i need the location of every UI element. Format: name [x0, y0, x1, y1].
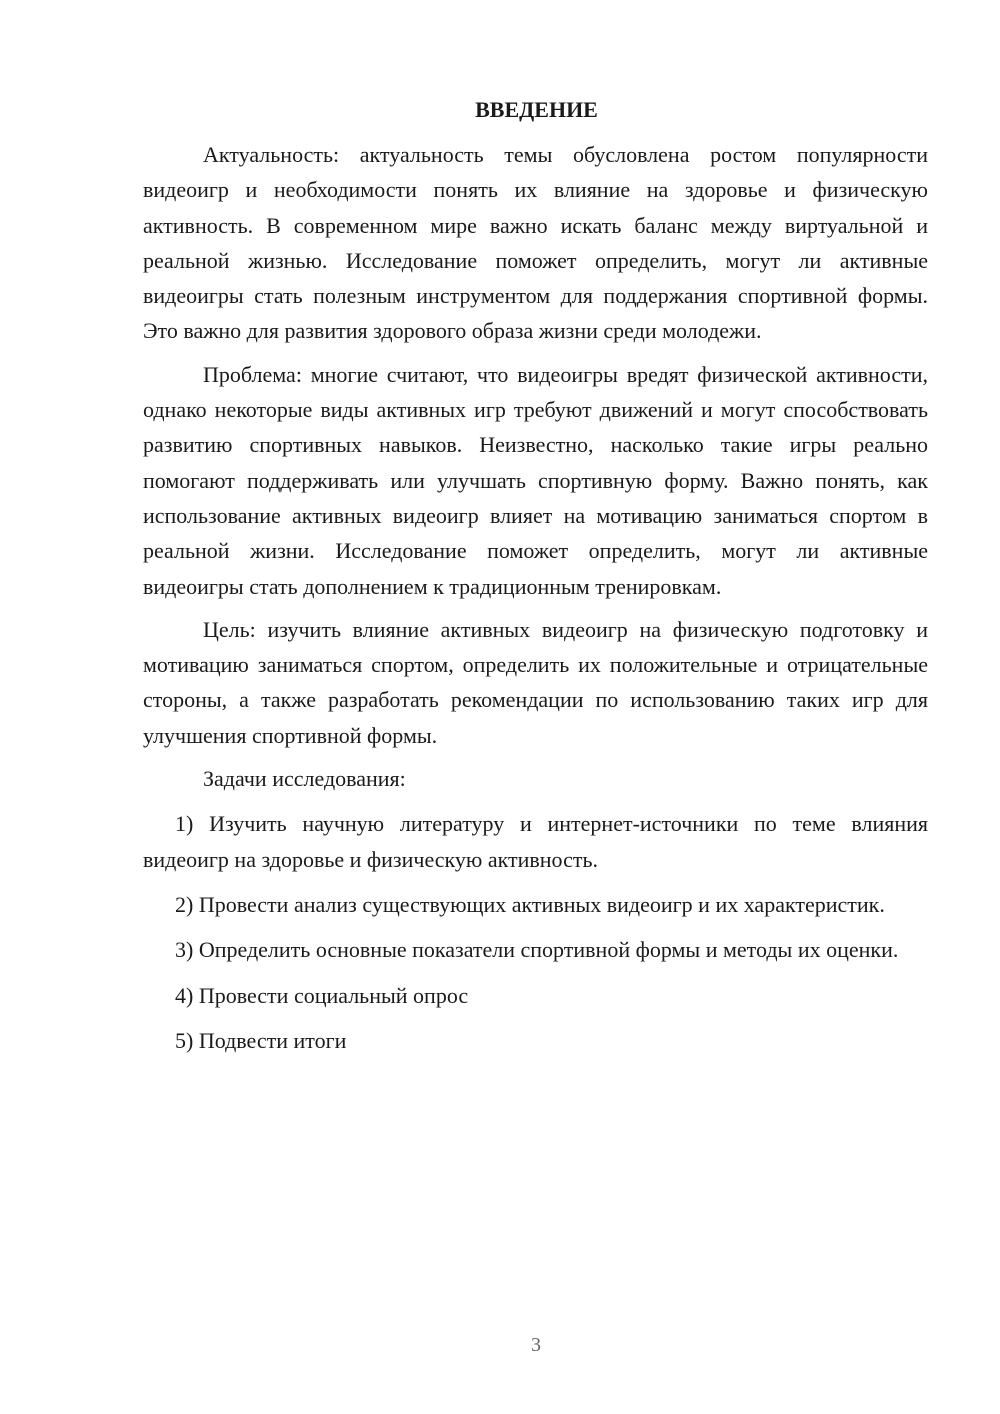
- task-item-4: 4) Провести социальный опрос: [175, 982, 469, 1008]
- section-title: ВВЕДЕНИЕ: [475, 97, 598, 122]
- task-item-5: 5) Подвести итоги: [175, 1027, 347, 1053]
- paragraph-goal: Цель: изучить влияние активных видеоигр на физическую подготовку и мотивацию заниматься спортом, определить их положительные и отрицательные стороны, а также разработать рекомендации по использованию таких игр для улучшения спортивной формы.: [143, 616, 928, 748]
- page-number: 3: [531, 1334, 541, 1356]
- task-item-3: 3) Определить основные показатели спортивной формы и методы их оценки.: [175, 937, 899, 963]
- task-item-1: 1) Изучить научную литературу и интернет-источники по теме влияния видеоигр на здоровье и физическую активность.: [143, 811, 928, 872]
- task-item-2: 2) Провести анализ существующих активных видеоигр и их характеристик.: [175, 891, 885, 917]
- paragraph-problem: Проблема: многие считают, что видеоигры вредят физической активности, однако некоторые виды активных игр требуют движений и могут способствовать развитию спортивных навыков. Неизвестно, насколько такие игры реально помогают поддерживать или улучшать спортивную форму. Важно понять, как использование активных видеоигр влияет на мотивацию заниматься спортом в реальной жизни. Исследование поможет определить, могут ли активные видеоигры стать дополнением к традиционным тренировкам.: [143, 361, 928, 599]
- document-page: [143, 94, 928, 1068]
- tasks-heading: Задачи исследования:: [203, 766, 406, 792]
- paragraph-relevance: Актуальность: актуальность темы обусловлена ростом популярности видеоигр и необходимости понять их влияние на здоровье и физическую активность. В современном мире важно искать баланс между виртуальной и реальной жизнью. Исследование поможет определить, могут ли активные видеоигры стать полезным инструментом для поддержания спортивной формы. Это важно для развития здорового образа жизни среди молодежи.: [143, 142, 928, 344]
